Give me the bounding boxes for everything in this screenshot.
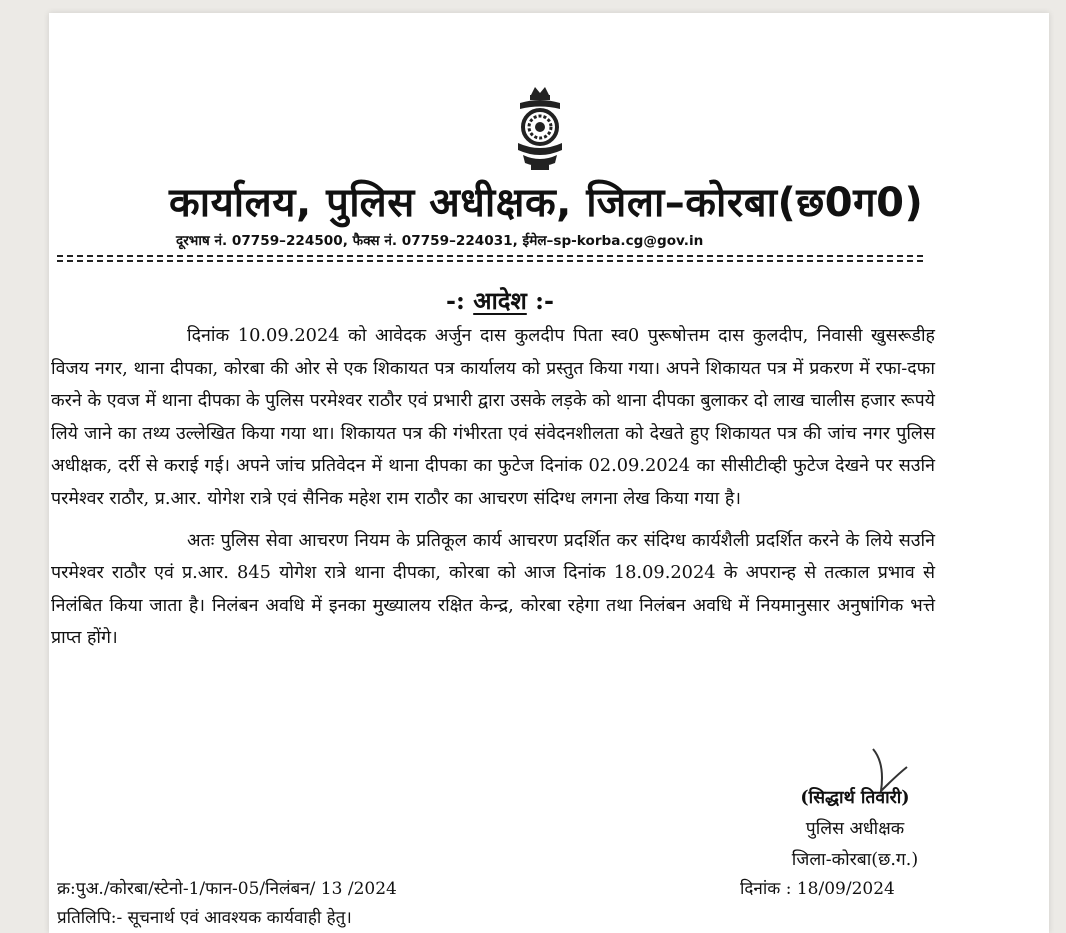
order-heading <box>390 284 610 317</box>
heading-word: आदेश <box>473 286 527 315</box>
signatory-designation: पुलिस अधीक्षक <box>805 819 905 839</box>
signature-block <box>760 783 950 876</box>
office-title: कार्यालय, पुलिस अधीक्षक, जिला–कोरबा(छ0ग0) <box>169 180 924 226</box>
order-body <box>51 320 935 655</box>
signatory-district: जिला-कोरबा(छ.ग.) <box>791 850 919 870</box>
order-paragraph-2: अतः पुलिस सेवा आचरण नियम के प्रतिकूल कार्य आचरण प्रदर्शित कर संदिग्ध कार्यशैली प्रदर्शित करने के लिये सउनि परमेश्वर राठौर एवं प्र.आर. 845 योगेश रात्रे थाना दीपका, कोरबा को आज दिनांक 18.09.2024 के अपरान्ह से तत्काल प्रभाव से निलंबित किया जाता है। निलंबन अवधि में इनका मुख्यालय रक्षित केन्द्र, कोरबा रहेगा तथा निलंबन अवधि में नियमानुसार अनुषांगिक भत्ते प्राप्त होंगे। <box>51 529 935 649</box>
header-divider <box>57 253 923 265</box>
police-emblem-icon <box>505 83 575 173</box>
signatory-name: (सिद्धार्थ तिवारी) <box>800 788 910 808</box>
heading-suffix: :- <box>535 286 554 315</box>
issue-date: दिनांक : 18/09/2024 <box>740 879 895 899</box>
order-paragraph-1: दिनांक 10.09.2024 को आवेदक अर्जुन दास कुलदीप पिता स्व0 पुरूषोत्तम दास कुलदीप, निवासी खुसरूडीह विजय नगर, थाना दीपका, कोरबा की ओर से एक शिकायत पत्र कार्यालय को प्रस्तुत किया गया। अपने शिकायत पत्र में प्रकरण में रफा-दफा करने के एवज में थाना दीपका के पुलिस परमेश्वर राठौर एवं प्रभारी द्वारा उसके लड़के को थाना दीपका बुलाकर दो लाख चालीस हजार रूपये लिये जाने का तथ्य उल्लेखित किया गया था। शिकायत पत्र की गंभीरता एवं संवेदनशीलता को देखते हुए शिकायत पत्र की जांच नगर पुलिस अधीक्षक, दर्री से कराई गई। अपने जांच प्रतिवेदन में थाना दीपका का फुटेज दिनांक 02.09.2024 का सीसीटीव्ही फुटेज देखने पर सउनि परमेश्वर राठौर, प्र.आर. योगेश रात्रे एवं सैनिक महेश राम राठौर का आचरण संदिग्ध लगना लेख किया गया है। <box>51 325 935 509</box>
reference-number: क्र:पुअ./कोरबा/स्टेनो-1/फान-05/निलंबन/ 13 /2024 <box>57 879 397 899</box>
heading-prefix: -: <box>446 286 465 315</box>
contact-details: दूरभाष नं. 07759–224500, फैक्स नं. 07759–224031, ईमेल–sp-korba.cg@gov.in <box>176 233 704 249</box>
copy-to-line: प्रतिलिपि:- सूचनार्थ एवं आवश्यक कार्यवाही हेतु। <box>57 908 352 928</box>
